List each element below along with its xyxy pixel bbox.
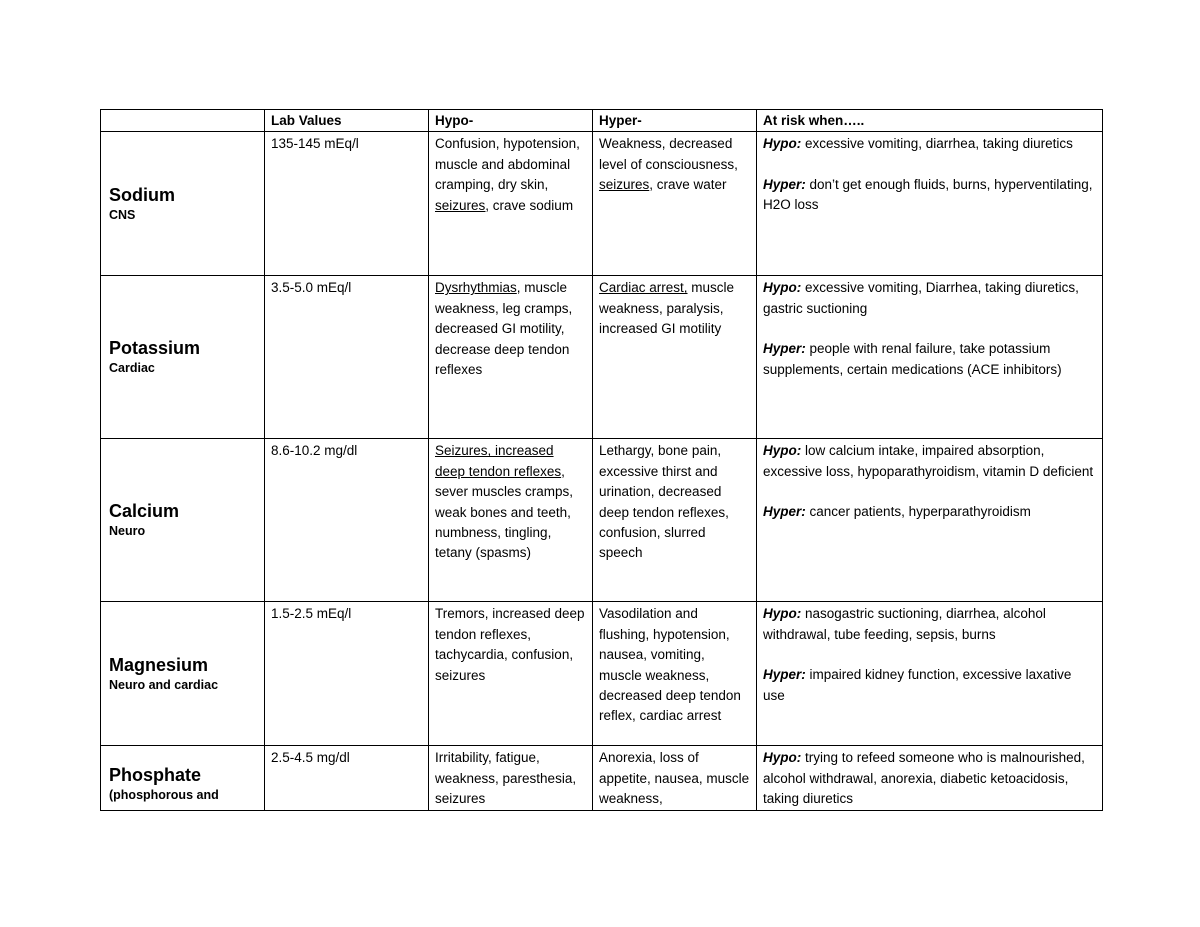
electrolyte-name: Magnesium xyxy=(109,654,209,675)
risk-hypo-text: excessive vomiting, Diarrhea, taking diuretics, gastric suctioning xyxy=(763,280,1079,316)
risk-hyper-text: impaired kidney function, excessive laxative use xyxy=(763,667,1072,703)
risk-hyper-label: Hyper: xyxy=(763,504,806,520)
header-cell-hypo: Hypo- xyxy=(429,110,593,132)
hypo-symptom-text: , muscle weakness, leg cramps, decreased GI motility, decrease deep tendon reflexes xyxy=(435,280,573,378)
hyper-symptom-text: Anorexia, loss of appetite, nausea, muscle weakness, xyxy=(599,750,750,807)
risk-hypo-text: excessive vomiting, diarrhea, taking diuretics xyxy=(801,136,1073,152)
electrolyte-name: Potassium xyxy=(109,338,201,359)
hyper-symptom-text: Cardiac arrest, xyxy=(599,280,688,296)
hypo-symptom-text: , sever muscles cramps, weak bones and teeth, numbness, tingling, tetany (spasms) xyxy=(435,463,574,561)
hypo-symptoms-cell xyxy=(429,439,593,602)
hypo-symptoms-cell xyxy=(429,276,593,439)
at-risk-cell xyxy=(757,602,1103,746)
lab-value-cell: 2.5-4.5 mg/dl xyxy=(265,746,429,810)
risk-hypo-label: Hypo: xyxy=(763,750,802,766)
risk-hypo-label: Hypo: xyxy=(763,443,802,459)
risk-hypo-text: trying to refeed someone who is malnourished, alcohol withdrawal, anorexia, diabetic ketoacidosis, taking diuretics xyxy=(763,750,1085,807)
risk-hypo-label: Hypo: xyxy=(763,280,802,296)
hypo-symptoms-cell xyxy=(429,602,593,746)
hyper-symptom-text: Vasodilation and flushing, hypotension, nausea, vomiting, muscle weakness, decreased deep tendon reflex, cardiac arrest xyxy=(599,606,741,724)
risk-hypo-text: low calcium intake, impaired absorption, excessive loss, hypoparathyroidism, vitamin D deficient xyxy=(763,443,1094,479)
at-risk-cell xyxy=(757,132,1103,276)
electrolyte-name: Phosphate xyxy=(109,765,202,786)
lab-value-cell: 135-145 mEq/l xyxy=(265,132,429,276)
electrolyte-cell xyxy=(101,276,265,439)
risk-hyper-label: Hyper: xyxy=(763,341,806,357)
header-row xyxy=(101,110,1103,132)
electrolyte-system: CNS xyxy=(109,207,136,222)
table-row xyxy=(101,602,1103,746)
hyper-symptoms-cell xyxy=(593,746,757,810)
risk-hyper-text: don’t get enough fluids, burns, hyperventilating, H2O loss xyxy=(763,176,1093,213)
hyper-symptom-text: , crave water xyxy=(649,177,727,193)
table-row xyxy=(101,276,1103,439)
hypo-symptom-text: Irritability, fatigue, weakness, paresthesia, seizures xyxy=(435,750,577,807)
hypo-symptom-text: seizures, xyxy=(435,197,490,213)
electrolyte-system: Cardiac xyxy=(109,361,155,376)
hyper-symptoms-cell xyxy=(593,132,757,276)
risk-hyper-label: Hyper: xyxy=(763,176,806,192)
hyper-symptom-text: seizures xyxy=(599,177,650,193)
hyper-symptom-text: muscle weakness, paralysis, increased GI motility xyxy=(599,280,735,337)
risk-hyper-text: cancer patients, hyperparathyroidism xyxy=(805,504,1031,520)
hypo-symptom-text: Dysrhythmias xyxy=(435,280,517,296)
electrolyte-name: Sodium xyxy=(109,184,175,205)
electrolyte-cell xyxy=(101,602,265,746)
hyper-symptoms-cell xyxy=(593,276,757,439)
table-row xyxy=(101,746,1103,810)
lab-value-cell: 3.5-5.0 mEq/l xyxy=(265,276,429,439)
electrolyte-name: Calcium xyxy=(109,501,180,522)
electrolyte-table xyxy=(100,109,1103,811)
lab-value-cell: 8.6-10.2 mg/dl xyxy=(265,439,429,602)
header-cell-hyper: Hyper- xyxy=(593,110,757,132)
hypo-symptoms-cell xyxy=(429,746,593,810)
at-risk-cell xyxy=(757,746,1103,810)
hyper-symptoms-cell xyxy=(593,602,757,746)
hyper-symptom-text: Weakness, decreased level of consciousness, xyxy=(599,136,738,172)
at-risk-cell xyxy=(757,276,1103,439)
risk-hypo-text: nasogastric suctioning, diarrhea, alcohol withdrawal, tube feeding, sepsis, burns xyxy=(763,606,1046,642)
header-cell-blank xyxy=(101,110,265,132)
hypo-symptoms-cell xyxy=(429,132,593,276)
electrolyte-system: (phosphorous and xyxy=(109,788,219,803)
electrolyte-system: Neuro and cardiac xyxy=(109,677,219,692)
risk-hyper-text: people with renal failure, take potassium supplements, certain medications (ACE inhibitors) xyxy=(763,341,1062,377)
electrolyte-system: Neuro xyxy=(109,524,146,539)
hypo-symptom-text: Confusion, hypotension, muscle and abdominal cramping, dry skin, xyxy=(435,136,580,193)
lab-value-cell: 1.5-2.5 mEq/l xyxy=(265,602,429,746)
table-row xyxy=(101,132,1103,276)
risk-hyper-label: Hyper: xyxy=(763,667,806,683)
header-cell-lab-values: Lab Values xyxy=(265,110,429,132)
electrolyte-cell xyxy=(101,746,265,810)
electrolyte-cell xyxy=(101,132,265,276)
risk-hypo-label: Hypo: xyxy=(763,606,802,622)
at-risk-cell xyxy=(757,439,1103,602)
electrolyte-cell xyxy=(101,439,265,602)
hypo-symptom-text: Seizures, increased deep tendon reflexes xyxy=(435,443,562,479)
header-cell-at-risk: At risk when….. xyxy=(757,110,1103,132)
hyper-symptom-text: Lethargy, bone pain, excessive thirst and urination, decreased deep tendon reflexes, confusion, slurred speech xyxy=(599,443,729,561)
hypo-symptom-text: crave sodium xyxy=(489,197,574,213)
risk-hypo-label: Hypo: xyxy=(763,136,802,152)
hypo-symptom-text: Tremors, increased deep tendon reflexes, tachycardia, confusion, seizures xyxy=(435,606,585,683)
table-row xyxy=(101,439,1103,602)
hyper-symptoms-cell xyxy=(593,439,757,602)
